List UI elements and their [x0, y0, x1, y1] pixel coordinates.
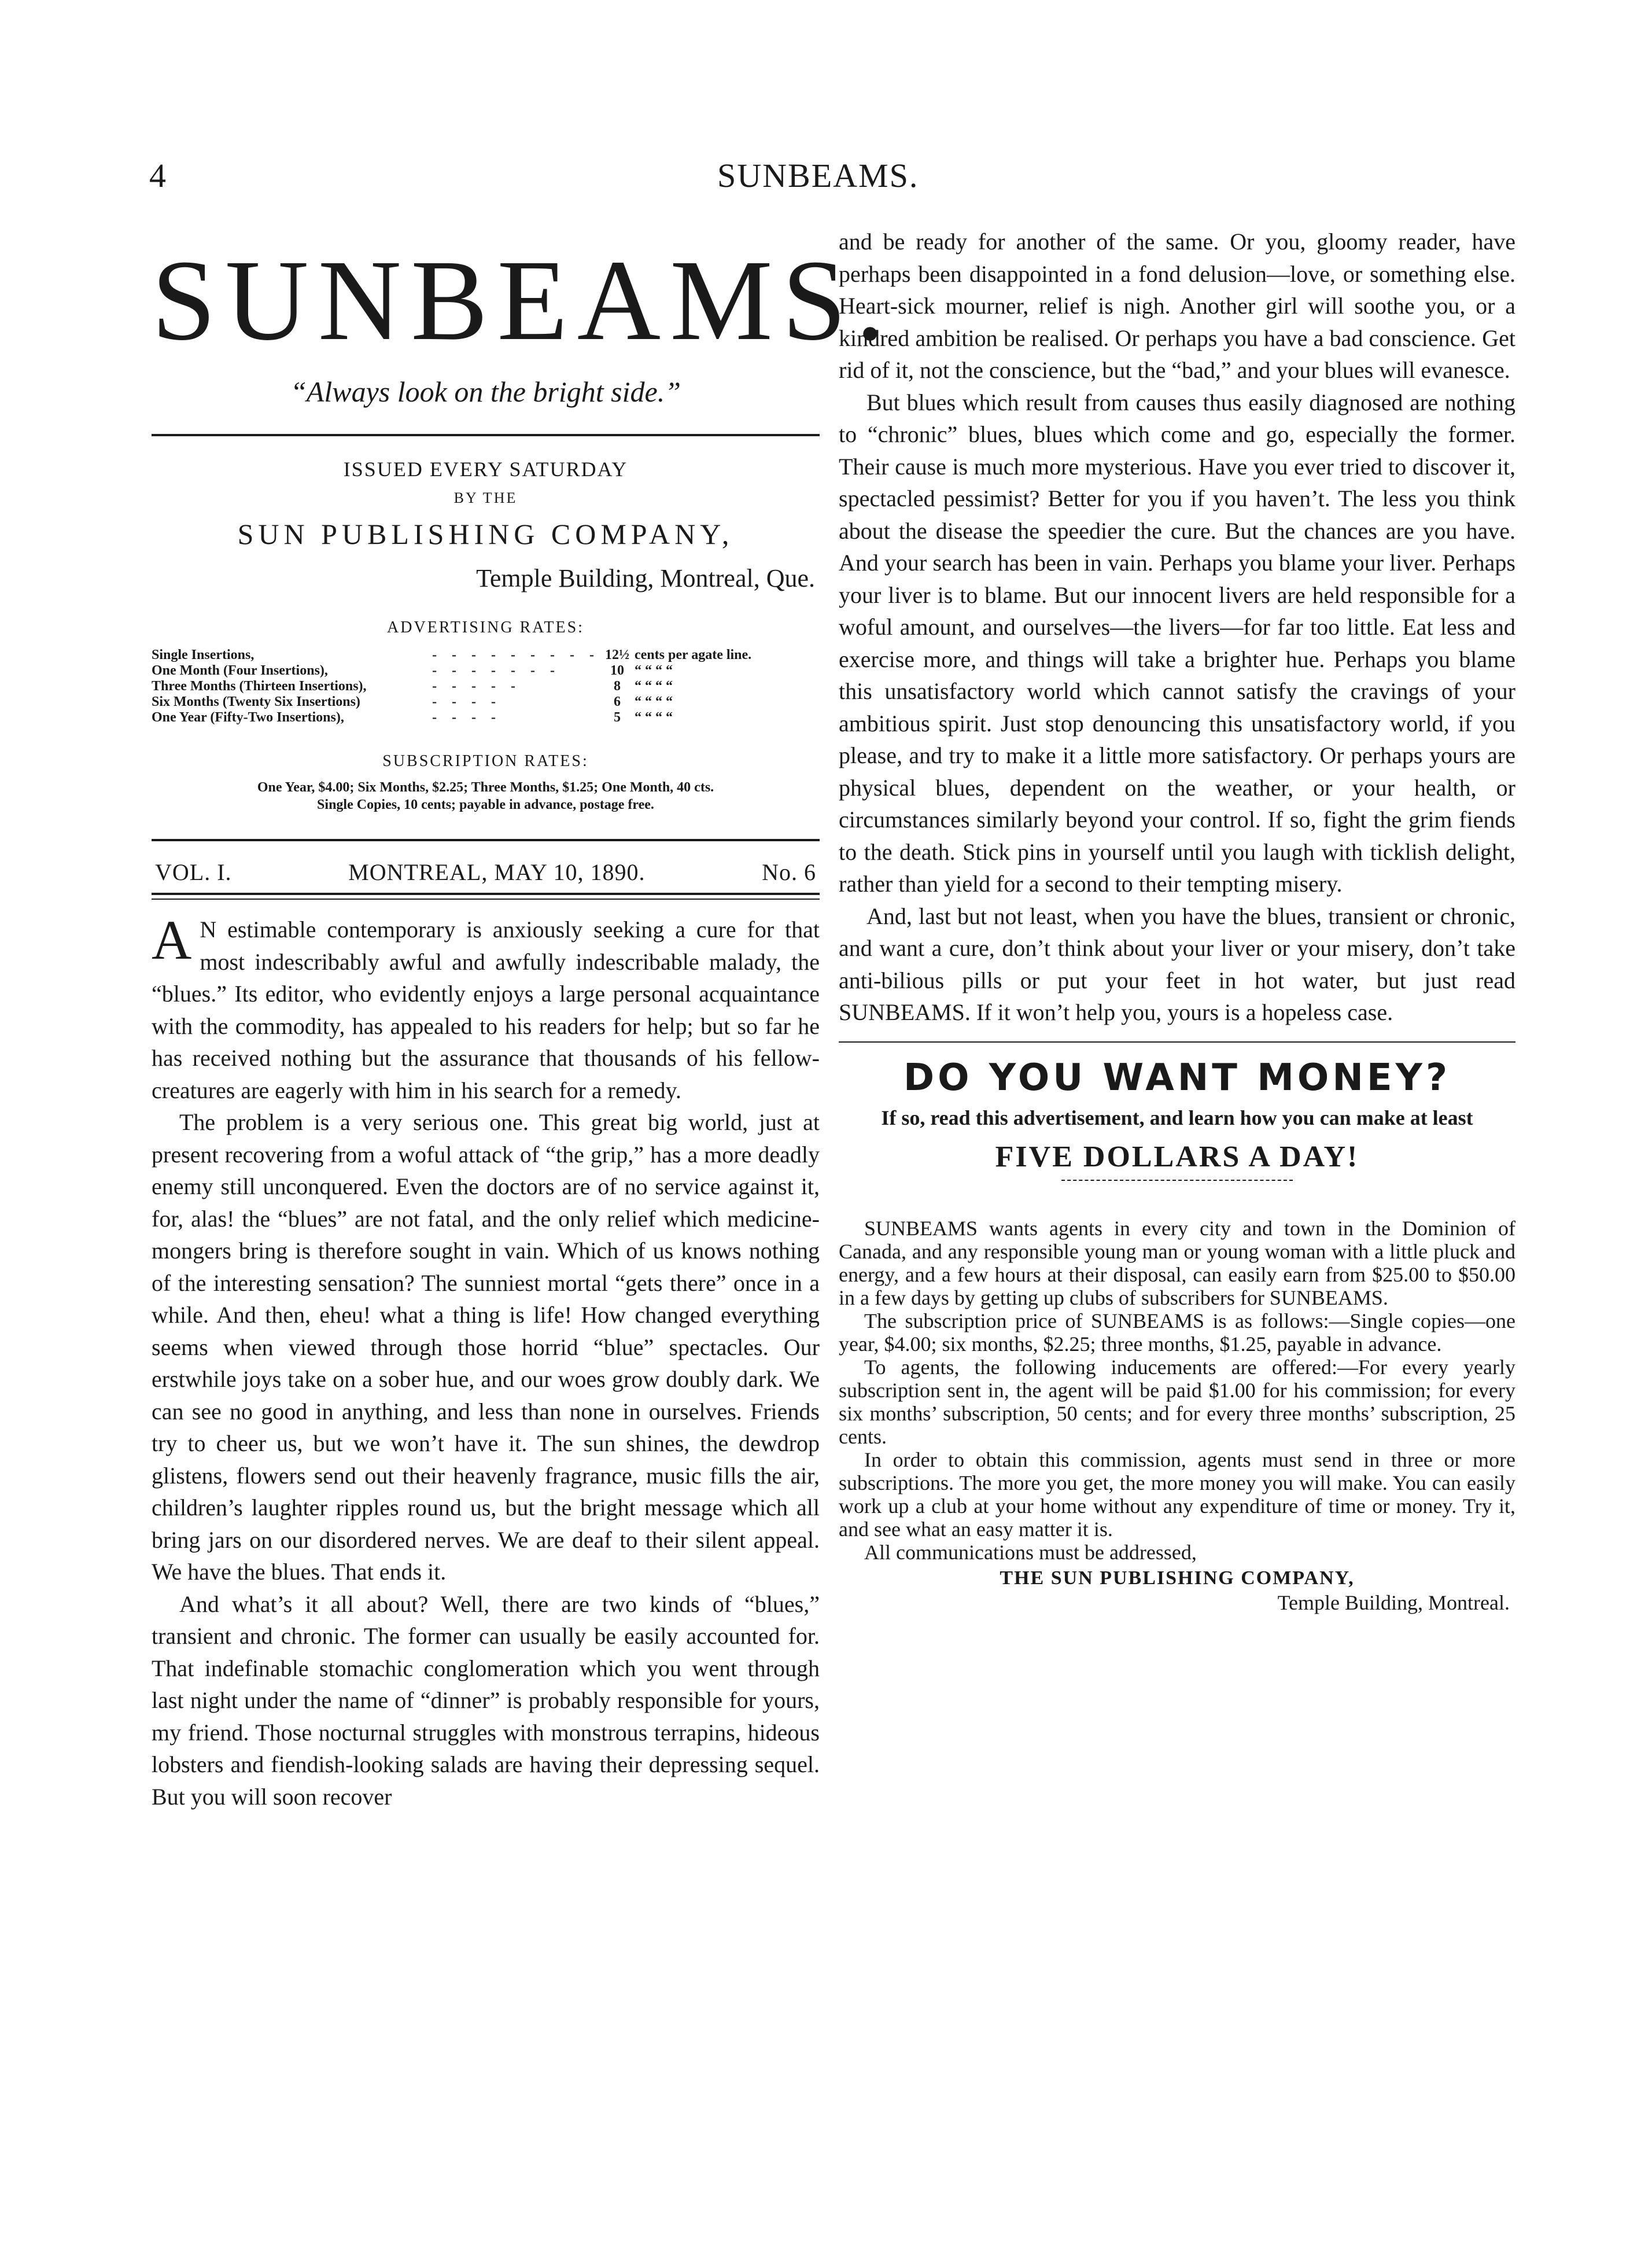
- advertisement-paragraph: The subscription price of SUNBEAMS is as follows:—Single copies—one year, $4.00; six months, $2.25; three months, $1.25, payable in advance.: [839, 1309, 1515, 1356]
- advertising-rates-table: [152, 647, 820, 726]
- publisher-name: SUN PUBLISHING COMPANY,: [237, 518, 734, 550]
- volume-label: VOL. I.: [155, 859, 232, 885]
- masthead-title: SUNBEAMS.: [152, 237, 894, 365]
- advertisement-title: DO YOU WANT MONEY?: [903, 1056, 1451, 1099]
- subscription-rates-line: One Year, $4.00; Six Months, $2.25; Three Months, $1.25; One Month, 40 cts.: [257, 780, 714, 795]
- dateline: [152, 852, 820, 893]
- article-paragraph: and be ready for another of the same. Or you, gloomy reader, have perhaps been disappointed in a fond delusion—love, or something else. Heart-sick mourner, relief is nigh. Another girl will soothe you, or a kindred ambition be realised. Or perhaps you have a bad conscience. Get rid of it, not the conscience, but the “bad,” and your blues will evanesce.: [839, 229, 1515, 383]
- drop-cap: A: [152, 909, 192, 971]
- issue-date: MONTREAL, MAY 10, 1890.: [348, 859, 646, 885]
- left-column: [152, 231, 894, 1813]
- article-paragraph: [152, 909, 820, 1106]
- dateline-bottom-rule: [152, 893, 820, 895]
- by-line: BY THE: [453, 489, 518, 506]
- running-head: [0, 156, 1641, 208]
- advertisement-address: Temple Building, Montreal.: [1277, 1590, 1510, 1614]
- rate-value: 12½: [605, 647, 629, 662]
- issue-number: No. 6: [762, 859, 816, 885]
- publisher-address: Temple Building, Montreal, Que.: [476, 564, 815, 592]
- advertisement-signature: THE SUN PUBLISHING COMPANY,: [1000, 1567, 1355, 1589]
- rate-label: Three Months (Thirteen Insertions),: [152, 679, 367, 694]
- article-paragraph: And what’s it all about? Well, there are two kinds of “blues,” transient and chronic. The former can usually be easily accounted for. That indefinable stomachic conglomeration which you went through last night under the name of “dinner” is probably responsible for yours, my friend. Those nocturnal struggles with monstrous terrapins, hideous lobsters and fiendish-looking salads are having their depressing sequel. But you will soon recover: [152, 1590, 820, 1810]
- rate-label: Single Insertions,: [152, 647, 255, 662]
- subscription-terms-line: Single Copies, 10 cents; payable in advance, postage free.: [317, 797, 654, 812]
- running-title: SUNBEAMS.: [717, 157, 919, 194]
- article-paragraph-text: N estimable contemporary is anxiously seeking a cure for that most indescribably awful and awfully indescribable malady, the “blues.” Its editor, who evidently enjoys a large personal acquaintance with the commodity, has appealed to his readers for help; but so far he has received nothing but the assurance that thousands of his fellow-creatures are eagerly with him in his search for a remedy.: [152, 916, 820, 1103]
- advertisement: [839, 1056, 1515, 1615]
- masthead-motto: “Always look on the bright side.”: [290, 375, 681, 408]
- rate-leader: - - - - -: [432, 679, 522, 694]
- rate-value: 6: [614, 694, 621, 709]
- advertisement-rule: [1061, 1180, 1293, 1181]
- rate-row: [152, 663, 820, 679]
- rate-leader: - - - -: [432, 694, 502, 709]
- advertisement-headline: FIVE DOLLARS A DAY!: [995, 1140, 1359, 1173]
- rate-unit: “ “ “ “: [635, 694, 673, 709]
- rate-row: [152, 694, 820, 710]
- rate-row: [152, 647, 820, 663]
- rate-value: 8: [614, 679, 621, 694]
- advertisement-paragraph: SUNBEAMS wants agents in every city and town in the Dominion of Canada, and any responsible young man or young woman with a little pluck and energy, and a few hours at their disposal, can easily earn from $25.00 to $50.00 in a few days by getting up clubs of subscribers for SUNBEAMS.: [839, 1216, 1515, 1309]
- rate-value: 10: [610, 663, 624, 678]
- article-end-rule: [839, 1041, 1515, 1043]
- rate-value: 5: [614, 710, 621, 725]
- advertising-rates-heading: ADVERTISING RATES:: [387, 618, 584, 636]
- rate-label: Six Months (Twenty Six Insertions): [152, 694, 360, 709]
- right-column: [839, 226, 1515, 1615]
- rate-unit: cents per agate line.: [635, 647, 752, 662]
- advertisement-paragraph: To agents, the following inducements are offered:—For every yearly subscription sent in, the agent will be paid $1.00 for his commission; for every six months’ subscription, 50 cents; and for every three months’ subscription, 25 cents.: [839, 1355, 1515, 1448]
- advertisement-subtitle: If so, read this advertisement, and learn how you can make at least: [881, 1106, 1473, 1129]
- dateline-bottom-rule-thin: [152, 899, 820, 900]
- rate-leader: - - - - - - - - -: [432, 647, 600, 662]
- rate-unit: “ “ “ “: [635, 679, 673, 694]
- subscription-rates-heading: SUBSCRIPTION RATES:: [382, 752, 589, 770]
- rate-leader: - - - -: [432, 710, 502, 725]
- issued-line: ISSUED EVERY SATURDAY: [343, 458, 628, 481]
- page-number: 4: [149, 157, 166, 194]
- masthead-rule: [152, 434, 820, 436]
- article-paragraph: The problem is a very serious one. This great big world, just at present recovering from a woful attack of “the grip,” has a more deadly enemy still unconquered. Even the doctors are of no service against it, for, alas! the “blues” are not fatal, and the only relief which medicine-mongers bring is therefore sought in vain. Which of us knows nothing of the interesting sensation? The sunniest mortal “gets there” once in a while. And then, eheu! what a thing is life! How changed everything seems when viewed through those horrid “blue” spectacles. Our erstwhile joys take on a sober hue, and our woes grow doubly dark. We can see no good in anything, and less than none in ourselves. Friends try to cheer us, but we won’t have it. The sun shines, the dewdrop glistens, flowers send out their heavenly fragrance, music fills the air, children’s laughter ripples round us, but the bright message which all bring jars on our disordered nerves. We are deaf to their silent appeal. We have the blues. That ends it.: [152, 1109, 820, 1585]
- article-paragraph: And, last but not least, when you have the blues, transient or chronic, and want a cure, don’t think about your liver or your misery, don’t take anti-bilious pills or put your feet in hot water, but just read SUNBEAMS. If it won’t help you, yours is a hopeless case.: [839, 903, 1515, 1025]
- rate-leader: - - - - - - -: [432, 663, 561, 678]
- rate-unit: “ “ “ “: [635, 663, 673, 678]
- article-paragraph: But blues which result from causes thus easily diagnosed are nothing to “chronic” blues, blues which come and go, especially the former. Their cause is much more mysterious. Have you ever tried to discover it, spectacled pessimist? Better for you if you haven’t. The less you think about the disease the speedier the cure. But the chances are you have. And your search has been in vain. Perhaps you blame your liver. Perhaps your liver is to blame. But our innocent livers are held responsible for a woful amount, and ourselves—the livers—for far too little. Eat less and exercise more, and things will take a brighter hue. Perhaps you blame this unsatisfactory world which cannot satisfy the cravings of your ambitious spirit. Just stop denouncing this unsatisfactory world, if you please, and try to make it a little more satisfactory. Or perhaps yours are physical blues, dependent on the weather, or your health, or circumstances similarly beyond your control. If so, fight the grim fiends to the death. Stick pins in yourself until you laugh with ticklish delight, rather than yield for a second to their tempting misery.: [839, 389, 1515, 897]
- advertisement-paragraph: In order to obtain this commission, agents must send in three or more subscriptions. The more you get, the more money you will make. You can easily work up a club at your home without any expenditure of time or money. Try it, and see what an easy matter it is.: [839, 1448, 1515, 1541]
- dateline-top-rule: [152, 839, 820, 841]
- rate-unit: “ “ “ “: [635, 710, 673, 725]
- rate-row: [152, 679, 820, 694]
- rate-label: One Month (Four Insertions),: [152, 663, 328, 678]
- rate-label: One Year (Fifty-Two Insertions),: [152, 710, 344, 725]
- rate-row: [152, 710, 820, 726]
- advertisement-paragraph: All communications must be addressed,: [864, 1540, 1197, 1564]
